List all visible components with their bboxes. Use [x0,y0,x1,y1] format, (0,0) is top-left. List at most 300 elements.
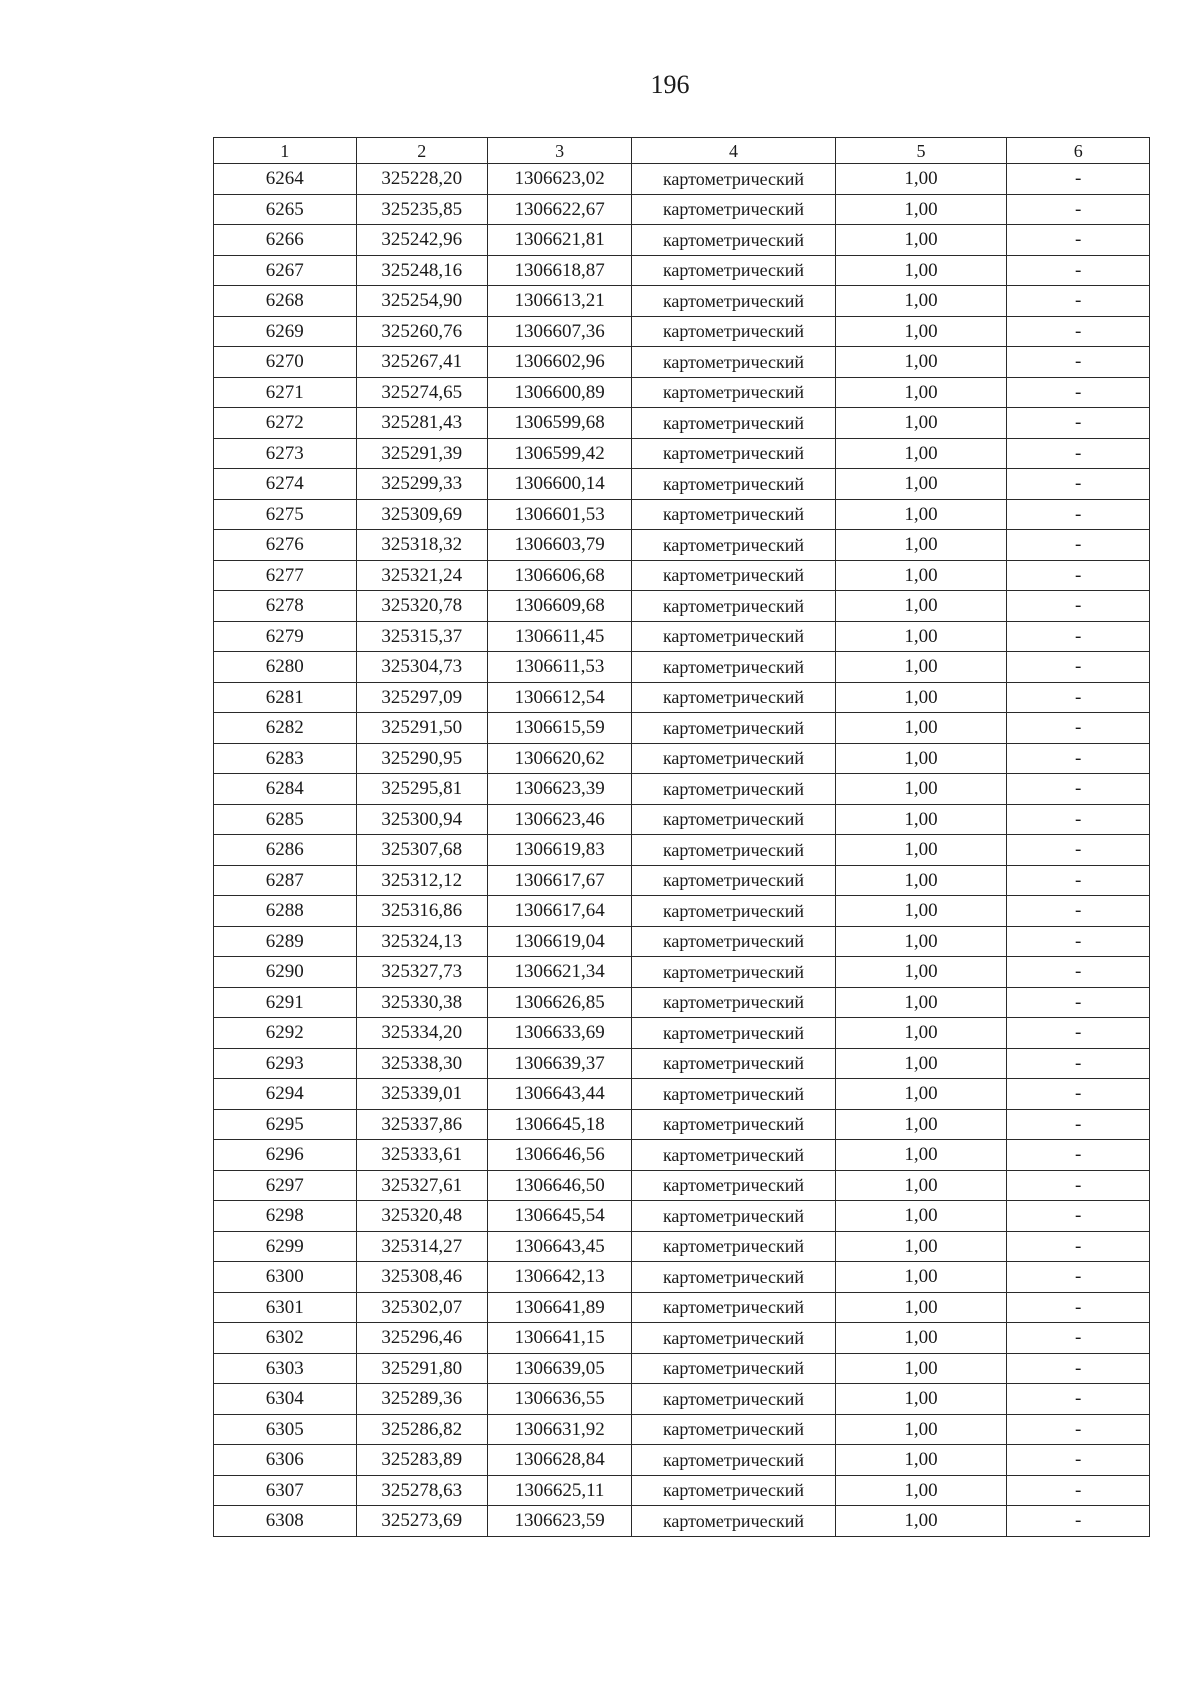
y-coordinate-cell: 1306622,67 [487,194,632,225]
point-number-cell: 6286 [214,835,357,866]
accuracy-cell: 1,00 [835,164,1007,195]
point-number-cell: 6299 [214,1231,357,1262]
note-cell: - [1007,1262,1150,1293]
note-cell: - [1007,926,1150,957]
accuracy-cell: 1,00 [835,1475,1007,1506]
y-coordinate-cell: 1306633,69 [487,1018,632,1049]
point-number-cell: 6296 [214,1140,357,1171]
table-row [214,896,1150,927]
table-row [214,316,1150,347]
point-number-cell: 6271 [214,377,357,408]
y-coordinate-cell: 1306623,39 [487,774,632,805]
note-cell: - [1007,194,1150,225]
method-cell: картометрический [632,316,835,347]
y-coordinate-cell: 1306625,11 [487,1475,632,1506]
y-coordinate-cell: 1306646,56 [487,1140,632,1171]
accuracy-cell: 1,00 [835,1262,1007,1293]
accuracy-cell: 1,00 [835,1170,1007,1201]
point-number-cell: 6264 [214,164,357,195]
accuracy-cell: 1,00 [835,1018,1007,1049]
table-row [214,408,1150,439]
table-row [214,1384,1150,1415]
table-row [214,1140,1150,1171]
method-cell: картометрический [632,835,835,866]
y-coordinate-cell: 1306639,05 [487,1353,632,1384]
x-coordinate-cell: 325324,13 [356,926,487,957]
method-cell: картометрический [632,1140,835,1171]
x-coordinate-cell: 325254,90 [356,286,487,317]
method-cell: картометрический [632,682,835,713]
accuracy-cell: 1,00 [835,682,1007,713]
point-number-cell: 6306 [214,1445,357,1476]
point-number-cell: 6273 [214,438,357,469]
method-cell: картометрический [632,1353,835,1384]
method-cell: картометрический [632,896,835,927]
x-coordinate-cell: 325274,65 [356,377,487,408]
y-coordinate-cell: 1306645,54 [487,1201,632,1232]
accuracy-cell: 1,00 [835,377,1007,408]
x-coordinate-cell: 325289,36 [356,1384,487,1415]
x-coordinate-cell: 325291,50 [356,713,487,744]
method-cell: картометрический [632,1048,835,1079]
table-row [214,987,1150,1018]
point-number-cell: 6302 [214,1323,357,1354]
header-cell-5: 5 [835,138,1007,164]
note-cell: - [1007,743,1150,774]
note-cell: - [1007,804,1150,835]
accuracy-cell: 1,00 [835,957,1007,988]
page-number: 196 [650,70,690,99]
x-coordinate-cell: 325273,69 [356,1506,487,1537]
header-cell-1: 1 [214,138,357,164]
y-coordinate-cell: 1306611,53 [487,652,632,683]
table-row [214,1262,1150,1293]
x-coordinate-cell: 325318,32 [356,530,487,561]
table-row [214,1445,1150,1476]
table-row [214,164,1150,195]
x-coordinate-cell: 325308,46 [356,1262,487,1293]
x-coordinate-cell: 325320,48 [356,1201,487,1232]
accuracy-cell: 1,00 [835,194,1007,225]
method-cell: картометрический [632,347,835,378]
y-coordinate-cell: 1306599,68 [487,408,632,439]
table-row [214,530,1150,561]
point-number-cell: 6278 [214,591,357,622]
point-number-cell: 6284 [214,774,357,805]
method-cell: картометрический [632,1445,835,1476]
y-coordinate-cell: 1306642,13 [487,1262,632,1293]
point-number-cell: 6305 [214,1414,357,1445]
y-coordinate-cell: 1306607,36 [487,316,632,347]
y-coordinate-cell: 1306645,18 [487,1109,632,1140]
x-coordinate-cell: 325235,85 [356,194,487,225]
note-cell: - [1007,499,1150,530]
x-coordinate-cell: 325286,82 [356,1414,487,1445]
point-number-cell: 6277 [214,560,357,591]
accuracy-cell: 1,00 [835,774,1007,805]
note-cell: - [1007,621,1150,652]
method-cell: картометрический [632,499,835,530]
table-row [214,1018,1150,1049]
point-number-cell: 6268 [214,286,357,317]
method-cell: картометрический [632,286,835,317]
x-coordinate-cell: 325304,73 [356,652,487,683]
method-cell: картометрический [632,804,835,835]
note-cell: - [1007,652,1150,683]
point-number-cell: 6275 [214,499,357,530]
table-row [214,1170,1150,1201]
point-number-cell: 6287 [214,865,357,896]
accuracy-cell: 1,00 [835,316,1007,347]
point-number-cell: 6292 [214,1018,357,1049]
accuracy-cell: 1,00 [835,530,1007,561]
table-row [214,255,1150,286]
accuracy-cell: 1,00 [835,1109,1007,1140]
accuracy-cell: 1,00 [835,225,1007,256]
x-coordinate-cell: 325338,30 [356,1048,487,1079]
y-coordinate-cell: 1306617,64 [487,896,632,927]
table-row [214,286,1150,317]
point-number-cell: 6288 [214,896,357,927]
y-coordinate-cell: 1306646,50 [487,1170,632,1201]
note-cell: - [1007,1109,1150,1140]
method-cell: картометрический [632,1475,835,1506]
point-number-cell: 6307 [214,1475,357,1506]
point-number-cell: 6291 [214,987,357,1018]
y-coordinate-cell: 1306631,92 [487,1414,632,1445]
note-cell: - [1007,682,1150,713]
note-cell: - [1007,1018,1150,1049]
method-cell: картометрический [632,621,835,652]
note-cell: - [1007,591,1150,622]
note-cell: - [1007,1140,1150,1171]
accuracy-cell: 1,00 [835,621,1007,652]
note-cell: - [1007,1353,1150,1384]
header-cell-2: 2 [356,138,487,164]
method-cell: картометрический [632,530,835,561]
note-cell: - [1007,865,1150,896]
method-cell: картометрический [632,164,835,195]
note-cell: - [1007,957,1150,988]
accuracy-cell: 1,00 [835,652,1007,683]
accuracy-cell: 1,00 [835,1048,1007,1079]
table-row [214,560,1150,591]
method-cell: картометрический [632,1262,835,1293]
point-number-cell: 6281 [214,682,357,713]
x-coordinate-cell: 325327,73 [356,957,487,988]
note-cell: - [1007,1506,1150,1537]
note-cell: - [1007,1079,1150,1110]
note-cell: - [1007,225,1150,256]
method-cell: картометрический [632,1079,835,1110]
note-cell: - [1007,560,1150,591]
table-row [214,926,1150,957]
y-coordinate-cell: 1306606,68 [487,560,632,591]
table-row [214,1414,1150,1445]
note-cell: - [1007,835,1150,866]
x-coordinate-cell: 325295,81 [356,774,487,805]
point-number-cell: 6289 [214,926,357,957]
table-row [214,865,1150,896]
method-cell: картометрический [632,1323,835,1354]
x-coordinate-cell: 325228,20 [356,164,487,195]
header-cell-4: 4 [632,138,835,164]
note-cell: - [1007,255,1150,286]
note-cell: - [1007,286,1150,317]
table-row [214,1048,1150,1079]
y-coordinate-cell: 1306617,67 [487,865,632,896]
y-coordinate-cell: 1306601,53 [487,499,632,530]
table-row [214,194,1150,225]
point-number-cell: 6272 [214,408,357,439]
accuracy-cell: 1,00 [835,896,1007,927]
x-coordinate-cell: 325312,12 [356,865,487,896]
point-number-cell: 6266 [214,225,357,256]
method-cell: картометрический [632,1018,835,1049]
note-cell: - [1007,713,1150,744]
y-coordinate-cell: 1306626,85 [487,987,632,1018]
point-number-cell: 6285 [214,804,357,835]
point-number-cell: 6265 [214,194,357,225]
point-number-cell: 6279 [214,621,357,652]
point-number-cell: 6300 [214,1262,357,1293]
point-number-cell: 6293 [214,1048,357,1079]
method-cell: картометрический [632,469,835,500]
method-cell: картометрический [632,1109,835,1140]
header-cell-3: 3 [487,138,632,164]
note-cell: - [1007,1414,1150,1445]
method-cell: картометрический [632,377,835,408]
accuracy-cell: 1,00 [835,1201,1007,1232]
y-coordinate-cell: 1306620,62 [487,743,632,774]
point-number-cell: 6308 [214,1506,357,1537]
accuracy-cell: 1,00 [835,926,1007,957]
table-row [214,1079,1150,1110]
accuracy-cell: 1,00 [835,408,1007,439]
accuracy-cell: 1,00 [835,1292,1007,1323]
table-body [214,164,1150,1537]
y-coordinate-cell: 1306623,02 [487,164,632,195]
y-coordinate-cell: 1306599,42 [487,438,632,469]
coordinates-table [213,137,1150,1537]
x-coordinate-cell: 325283,89 [356,1445,487,1476]
note-cell: - [1007,1323,1150,1354]
x-coordinate-cell: 325333,61 [356,1140,487,1171]
method-cell: картометрический [632,926,835,957]
x-coordinate-cell: 325309,69 [356,499,487,530]
y-coordinate-cell: 1306613,21 [487,286,632,317]
y-coordinate-cell: 1306609,68 [487,591,632,622]
accuracy-cell: 1,00 [835,1079,1007,1110]
y-coordinate-cell: 1306611,45 [487,621,632,652]
table-row [214,1201,1150,1232]
x-coordinate-cell: 325281,43 [356,408,487,439]
x-coordinate-cell: 325291,80 [356,1353,487,1384]
y-coordinate-cell: 1306600,89 [487,377,632,408]
accuracy-cell: 1,00 [835,560,1007,591]
method-cell: картометрический [632,408,835,439]
table-row [214,377,1150,408]
table-row [214,347,1150,378]
table-row [214,225,1150,256]
accuracy-cell: 1,00 [835,987,1007,1018]
y-coordinate-cell: 1306641,89 [487,1292,632,1323]
y-coordinate-cell: 1306623,59 [487,1506,632,1537]
table-row [214,1109,1150,1140]
note-cell: - [1007,438,1150,469]
note-cell: - [1007,530,1150,561]
note-cell: - [1007,1231,1150,1262]
x-coordinate-cell: 325267,41 [356,347,487,378]
table-row [214,652,1150,683]
x-coordinate-cell: 325327,61 [356,1170,487,1201]
point-number-cell: 6267 [214,255,357,286]
note-cell: - [1007,316,1150,347]
table-row [214,438,1150,469]
method-cell: картометрический [632,1170,835,1201]
x-coordinate-cell: 325242,96 [356,225,487,256]
table-row [214,1292,1150,1323]
point-number-cell: 6276 [214,530,357,561]
y-coordinate-cell: 1306612,54 [487,682,632,713]
x-coordinate-cell: 325260,76 [356,316,487,347]
table-row [214,1231,1150,1262]
method-cell: картометрический [632,438,835,469]
point-number-cell: 6304 [214,1384,357,1415]
point-number-cell: 6303 [214,1353,357,1384]
x-coordinate-cell: 325339,01 [356,1079,487,1110]
x-coordinate-cell: 325296,46 [356,1323,487,1354]
x-coordinate-cell: 325315,37 [356,621,487,652]
y-coordinate-cell: 1306623,46 [487,804,632,835]
method-cell: картометрический [632,743,835,774]
method-cell: картометрический [632,1201,835,1232]
header-cell-6: 6 [1007,138,1150,164]
table-header-row [214,138,1150,164]
point-number-cell: 6269 [214,316,357,347]
accuracy-cell: 1,00 [835,255,1007,286]
x-coordinate-cell: 325248,16 [356,255,487,286]
accuracy-cell: 1,00 [835,865,1007,896]
y-coordinate-cell: 1306619,04 [487,926,632,957]
table-row [214,743,1150,774]
point-number-cell: 6295 [214,1109,357,1140]
point-number-cell: 6298 [214,1201,357,1232]
x-coordinate-cell: 325299,33 [356,469,487,500]
method-cell: картометрический [632,255,835,286]
y-coordinate-cell: 1306621,34 [487,957,632,988]
note-cell: - [1007,1384,1150,1415]
accuracy-cell: 1,00 [835,591,1007,622]
accuracy-cell: 1,00 [835,1384,1007,1415]
x-coordinate-cell: 325300,94 [356,804,487,835]
method-cell: картометрический [632,1384,835,1415]
note-cell: - [1007,1475,1150,1506]
x-coordinate-cell: 325278,63 [356,1475,487,1506]
y-coordinate-cell: 1306641,15 [487,1323,632,1354]
method-cell: картометрический [632,652,835,683]
table-row [214,804,1150,835]
x-coordinate-cell: 325320,78 [356,591,487,622]
note-cell: - [1007,987,1150,1018]
y-coordinate-cell: 1306615,59 [487,713,632,744]
method-cell: картометрический [632,774,835,805]
point-number-cell: 6270 [214,347,357,378]
table-row [214,499,1150,530]
method-cell: картометрический [632,1506,835,1537]
y-coordinate-cell: 1306619,83 [487,835,632,866]
note-cell: - [1007,1445,1150,1476]
table-row [214,591,1150,622]
x-coordinate-cell: 325297,09 [356,682,487,713]
accuracy-cell: 1,00 [835,347,1007,378]
point-number-cell: 6294 [214,1079,357,1110]
y-coordinate-cell: 1306628,84 [487,1445,632,1476]
method-cell: картометрический [632,957,835,988]
accuracy-cell: 1,00 [835,1323,1007,1354]
method-cell: картометрический [632,987,835,1018]
method-cell: картометрический [632,1414,835,1445]
table-row [214,774,1150,805]
table-row [214,469,1150,500]
x-coordinate-cell: 325291,39 [356,438,487,469]
point-number-cell: 6274 [214,469,357,500]
note-cell: - [1007,377,1150,408]
table-row [214,713,1150,744]
note-cell: - [1007,1292,1150,1323]
accuracy-cell: 1,00 [835,835,1007,866]
table-row [214,957,1150,988]
note-cell: - [1007,408,1150,439]
note-cell: - [1007,1048,1150,1079]
x-coordinate-cell: 325321,24 [356,560,487,591]
method-cell: картометрический [632,1231,835,1262]
y-coordinate-cell: 1306639,37 [487,1048,632,1079]
accuracy-cell: 1,00 [835,438,1007,469]
accuracy-cell: 1,00 [835,1414,1007,1445]
point-number-cell: 6297 [214,1170,357,1201]
point-number-cell: 6282 [214,713,357,744]
note-cell: - [1007,896,1150,927]
accuracy-cell: 1,00 [835,743,1007,774]
point-number-cell: 6280 [214,652,357,683]
method-cell: картометрический [632,713,835,744]
note-cell: - [1007,347,1150,378]
method-cell: картометрический [632,1292,835,1323]
y-coordinate-cell: 1306600,14 [487,469,632,500]
y-coordinate-cell: 1306643,45 [487,1231,632,1262]
accuracy-cell: 1,00 [835,1140,1007,1171]
accuracy-cell: 1,00 [835,713,1007,744]
accuracy-cell: 1,00 [835,286,1007,317]
method-cell: картометрический [632,560,835,591]
x-coordinate-cell: 325290,95 [356,743,487,774]
method-cell: картометрический [632,865,835,896]
point-number-cell: 6290 [214,957,357,988]
accuracy-cell: 1,00 [835,1445,1007,1476]
note-cell: - [1007,774,1150,805]
table-row [214,682,1150,713]
note-cell: - [1007,1201,1150,1232]
accuracy-cell: 1,00 [835,469,1007,500]
x-coordinate-cell: 325337,86 [356,1109,487,1140]
table-row [214,1506,1150,1537]
y-coordinate-cell: 1306643,44 [487,1079,632,1110]
method-cell: картометрический [632,194,835,225]
method-cell: картометрический [632,591,835,622]
y-coordinate-cell: 1306636,55 [487,1384,632,1415]
x-coordinate-cell: 325307,68 [356,835,487,866]
